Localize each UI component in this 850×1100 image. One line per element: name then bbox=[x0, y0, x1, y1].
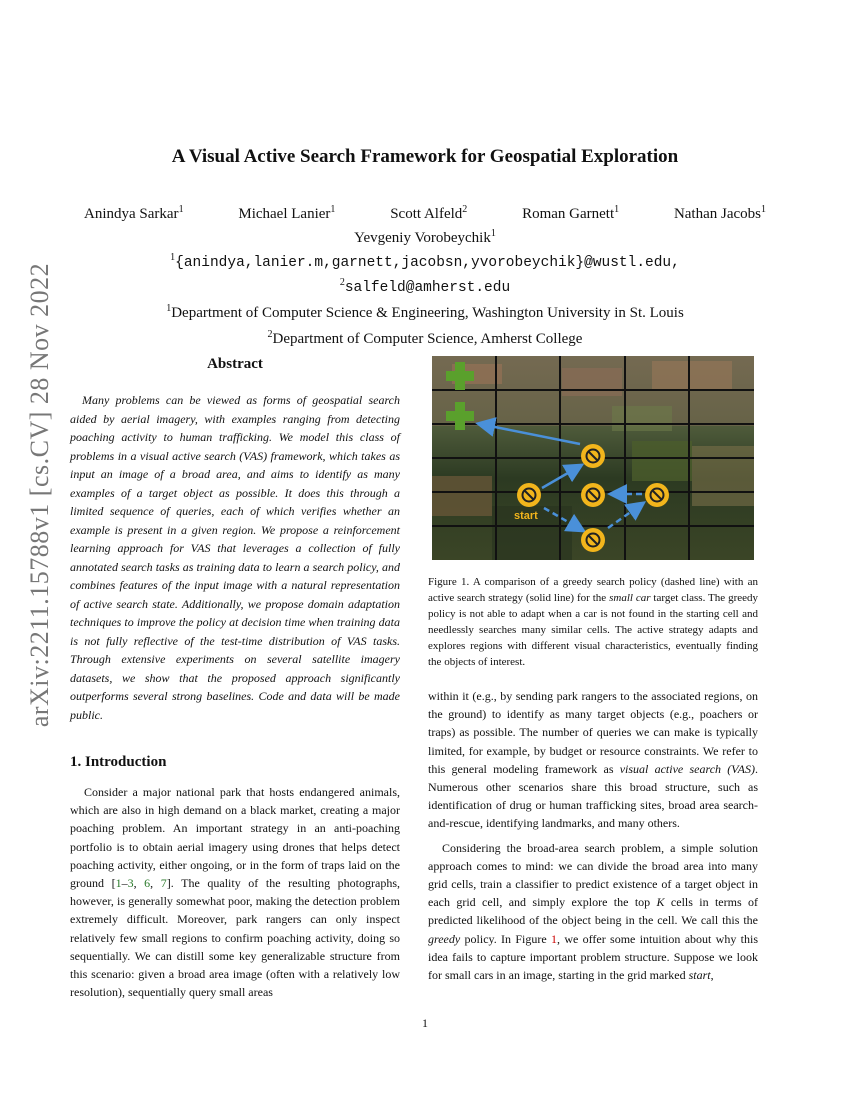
author-block bbox=[70, 200, 780, 350]
page-number: 1 bbox=[422, 1016, 428, 1030]
author: Yevgeniy Vorobeychik$^1$ bbox=[354, 228, 496, 246]
not-found-icon bbox=[645, 483, 669, 507]
start-label: start bbox=[514, 510, 538, 522]
citation-link[interactable]: 6 bbox=[144, 876, 151, 891]
author: Michael Lanier$^1$ bbox=[238, 204, 336, 222]
figure-1-graphic bbox=[432, 356, 754, 560]
author: Anindya Sarkar$^1$ bbox=[84, 204, 184, 222]
affiliation: $^2$Department of Computer Science, Amherst College bbox=[267, 329, 583, 347]
author-list bbox=[70, 200, 780, 224]
author: Roman Garnett$^1$ bbox=[522, 204, 620, 222]
not-found-icon bbox=[517, 483, 541, 507]
section-heading: 1. Introduction bbox=[70, 754, 167, 770]
not-found-icon bbox=[581, 444, 605, 468]
email-line: $^1${anindya,lanier.m,garnett,jacobsn,yvorobeychik}@wustl.edu, bbox=[170, 252, 680, 271]
figure-1-image bbox=[432, 356, 754, 560]
figure-caption: Figure 1. A comparison of a greedy search policy (dashed line) with an active search strategy (solid line) for the small car target class. The greedy policy is not able to adapt when a car is not found in the starting cell and needlessly searches many similar cells. The active strategy adapts and explores regions with different visual characteristics, eventually finding the objects of interest. bbox=[428, 576, 758, 668]
author: Nathan Jacobs$^1$ bbox=[673, 204, 766, 222]
affiliation: $^1$Department of Computer Science & Engineering, Washington University in St. Louis bbox=[166, 303, 684, 321]
right-column bbox=[428, 687, 758, 984]
author: Scott Alfeld$^2$ bbox=[390, 204, 468, 222]
citation-link[interactable]: 3 bbox=[127, 876, 134, 891]
intro-paragraph: Consider a major national park that hosts endangered animals, which are also in high demand on a black market, creating a major poaching problem. An important strategy in an anti-poaching portfolio is to obtain aerial imagery using drones that helps detect poaching activity, either ongoing, or in the form of traps laid on the ground [1–3, 6, 7]. The quality of the resulting photographs, however, is generally somewhat poor, making the detection problem extremely difficult. Moreover, park rangers can only inspect relatively few small regions to confirm poaching activity, doing so sequentially. We can distill some key generalizable structure from this scenario: given a broad area image (often with a relatively low resolution), sequentially query small areas bbox=[70, 785, 401, 1000]
intro-paragraph: Considering the broad-area search problem, a simple solution approach comes to mind: we can divide the broad area into many grid cells, train a classifier to predict existence of a target object in each grid cell, and simply explore the top K cells in terms of predicted likelihood of the object being in the cell. We call this the greedy policy. In Figure 1, we offer some intuition about why this idea fails to capture important problem structure. Suppose we look for small cars in an image, starting in the grid marked start, bbox=[428, 840, 758, 983]
arxiv-sidebar bbox=[10, 262, 70, 728]
citation-link[interactable]: 1 bbox=[115, 876, 122, 891]
abstract-heading: Abstract bbox=[207, 356, 263, 372]
left-column bbox=[70, 356, 400, 1001]
not-found-icon bbox=[581, 528, 605, 552]
email-line: $^2$salfeld@amherst.edu bbox=[339, 277, 511, 296]
citation-link[interactable]: 7 bbox=[160, 876, 167, 891]
paper-title: A Visual Active Search Framework for Geospatial Exploration bbox=[171, 146, 679, 167]
arxiv-identifier: arXiv:2211.15788v1 [cs.CV] 28 Nov 2022 bbox=[25, 262, 54, 728]
intro-paragraph: within it (e.g., by sending park rangers to the associated regions, on the ground) to identify as many target objects (e.g., poachers or traps) as possible. The number of queries we can make is typically limited, for example, by budget or resource constraints. We refer to this general modeling framework as visual active search (VAS). Numerous other scenarios share this broad structure, such as identification of drug or human trafficking sites, broad area search-and-rescue, identifying landmarks, and many others. bbox=[428, 689, 758, 831]
abstract-text: Many problems can be viewed as forms of geospatial search aided by aerial imagery, with examples ranging from detecting poaching activity to human trafficking. We model this class of problems in a visual active search (VAS) framework, which takes as input an image of a broad area, and aims to identify as many examples of a target object as possible. It does this through a limited sequence of queries, each of which verifies whether an example is present in a given region. We propose a reinforcement learning approach for VAS that leverages a collection of fully annotated search tasks as training data to learn a search policy, and combines features of the input image with a natural representation of active search state. Additionally, we propose domain adaptation techniques to improve the policy at decision time when training data is not fully reflective of the test-time distribution of VAS tasks. Through extensive experiments on several satellite imagery datasets, we show that the proposed approach significantly outperforms several strong baselines. Code and data will be made public. bbox=[70, 393, 400, 722]
not-found-icon bbox=[581, 483, 605, 507]
figure-reference-link[interactable]: 1 bbox=[551, 931, 558, 946]
